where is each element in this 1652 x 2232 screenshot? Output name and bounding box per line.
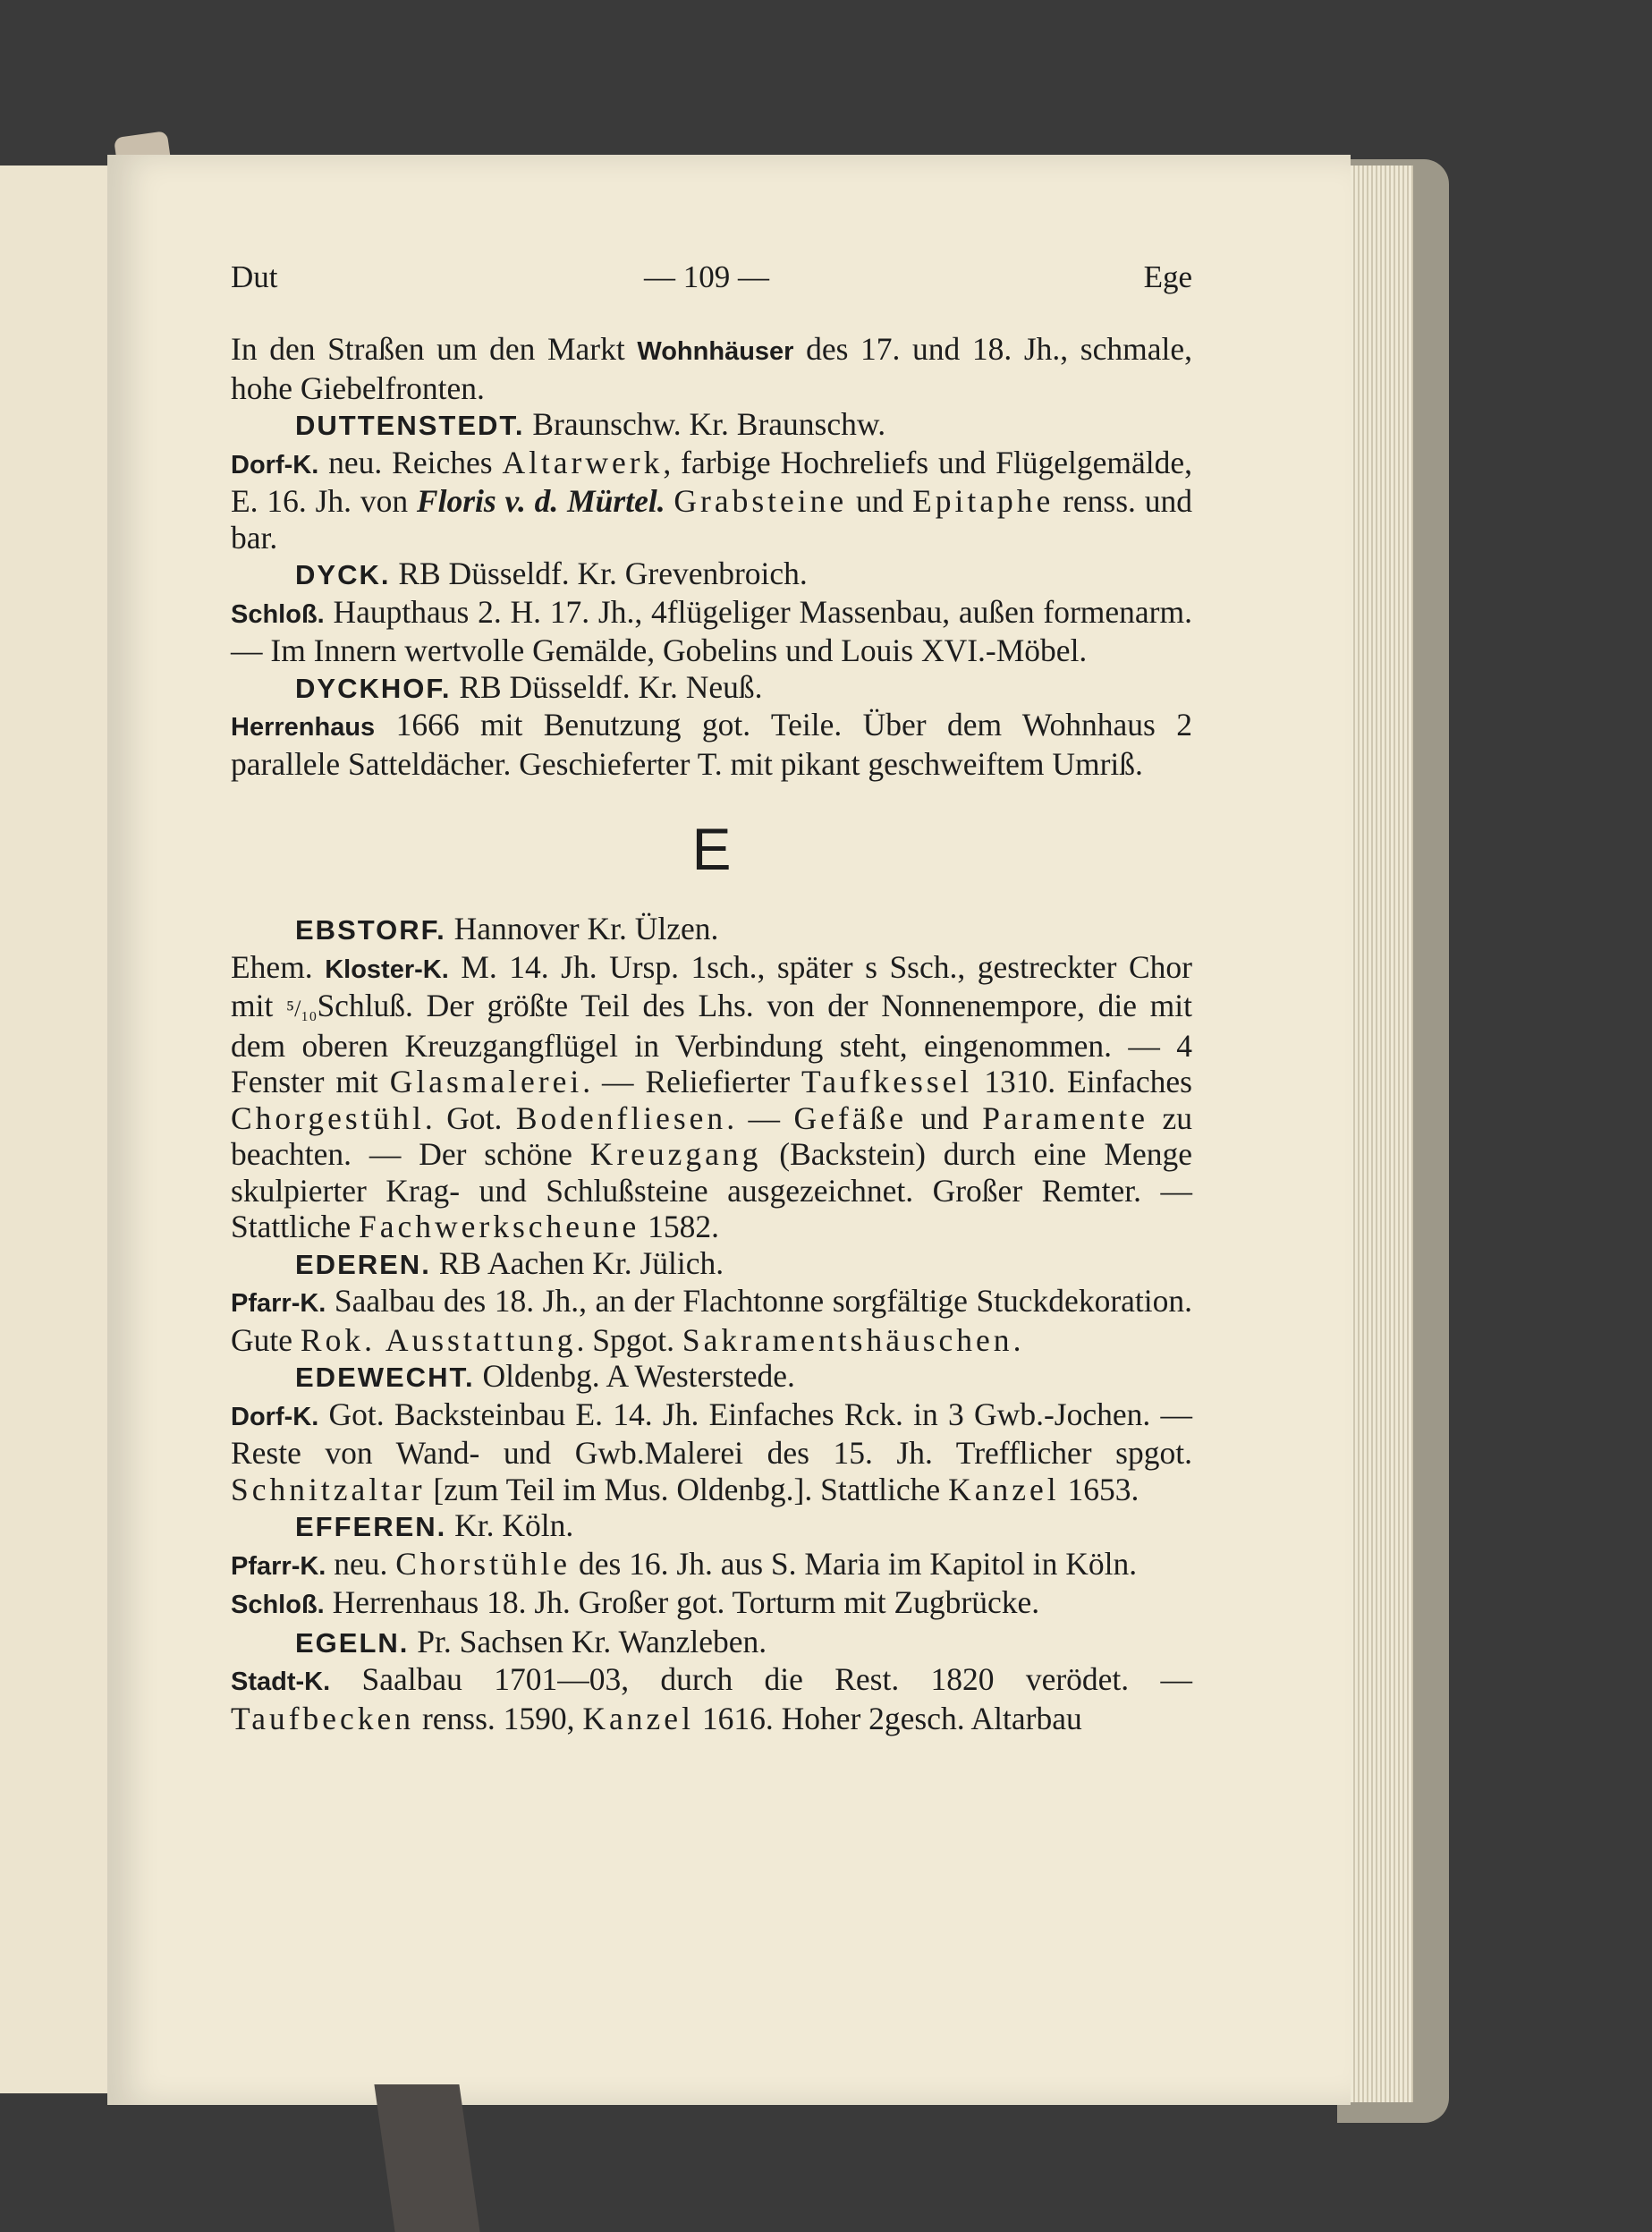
running-head-right: Ege: [1143, 259, 1192, 294]
entry-text: Herrenhaus 1666 mit Benutzung got. Teile. Über dem Wohnhaus 2 parallele Satteldächer. Geschieferter T. mit pikant geschweiftem Umriß.: [231, 707, 1192, 782]
entry-heading: EDEREN. RB Aachen Kr. Jülich.: [295, 1244, 724, 1281]
page-edges: [1342, 165, 1413, 2102]
entry-text: Stadt-K. Saalbau 1701—03, durch die Rest. 1820 verödet. — Taufbecken renss. 1590, Kanzel 1616. Hoher 2gesch. Altarbau: [231, 1661, 1192, 1736]
page-body: [231, 331, 1192, 1736]
running-head-left: Dut: [231, 259, 278, 294]
entry-text: Pfarr-K. Saalbau des 18. Jh., an der Flachtonne sorgfältige Stuckdekoration. Gute Rok. Ausstattung. Spgot. Sakramentshäuschen.: [231, 1283, 1192, 1358]
entry-text: Dorf-K. Got. Backsteinbau E. 14. Jh. Einfaches Rck. in 3 Gwb.-Jochen. — Reste von Wand- und Gwb.Malerei des 15. Jh. Trefflicher spgot. Schnitzaltar [zum Teil im Mus. Oldenbg.]. Stattliche Kanzel 1653.: [231, 1396, 1192, 1507]
entry-text: Pfarr-K. neu. Chorstühle des 16. Jh. aus S. Maria im Kapitol in Köln.: [231, 1545, 1138, 1582]
entry-heading: EDEWECHT. Oldenbg. A Westerstede.: [295, 1358, 795, 1394]
entry-heading: EFFEREN. Kr. Köln.: [295, 1507, 574, 1543]
entry-heading: DUTTENSTEDT. Braunschw. Kr. Braunschw.: [295, 406, 886, 442]
entry-text: Schloß. Haupthaus 2. H. 17. Jh., 4flügeliger Massenbau, außen formenarm. — Im Innern wertvolle Gemälde, Gobelins und Louis XVI.-Möbel.: [231, 593, 1192, 668]
entry-text: Schloß. Herrenhaus 18. Jh. Großer got. Torturm mit Zugbrücke.: [231, 1584, 1040, 1620]
entry-heading: DYCKHOF. RB Düsseldf. Kr. Neuß.: [295, 668, 763, 705]
entry-text: Dorf-K. neu. Reiches Altarwerk, farbige Hochreliefs und Flügelgemälde, E. 16. Jh. von Floris v. d. Mürtel. Grabsteine und Epitaphe renss. und bar.: [231, 444, 1192, 556]
section-letter: E: [691, 816, 732, 882]
entry-heading: EBSTORF. Hannover Kr. Ülzen.: [295, 911, 719, 946]
page-number: — 109 —: [644, 259, 769, 294]
entry-heading: DYCK. RB Düsseldf. Kr. Grevenbroich.: [295, 556, 808, 591]
paragraph-continuation: In den Straßen um den Markt Wohnhäuser des 17. und 18. Jh., schmale, hohe Giebelfronten.: [231, 331, 1192, 406]
entry-text: Ehem. Kloster-K. M. 14. Jh. Ursp. 1sch., später s Ssch., gestreckter Chor mit ⁵/₁₀Schluß. Der größte Teil des Lhs. von der Nonnenempore, die mit dem oberen Kreuzgangflügel in Verbindung steht, eingenommen. — 4 Fenster mit Glasmalerei. — Reliefierter Taufkessel 1310. Einfaches Chorgestühl. Got. Bodenfliesen. — Gefäße und Paramente zu beachten. — Der schöne Kreuzgang (Backstein) durch eine Menge skulpierter Krag- und Schlußsteine ausgezeichnet. Großer Remter. — Stattliche Fachwerkscheune 1582.: [231, 948, 1193, 1244]
entry-heading: EGELN. Pr. Sachsen Kr. Wanzleben.: [295, 1623, 767, 1659]
ribbon-marker: [374, 2084, 479, 2232]
